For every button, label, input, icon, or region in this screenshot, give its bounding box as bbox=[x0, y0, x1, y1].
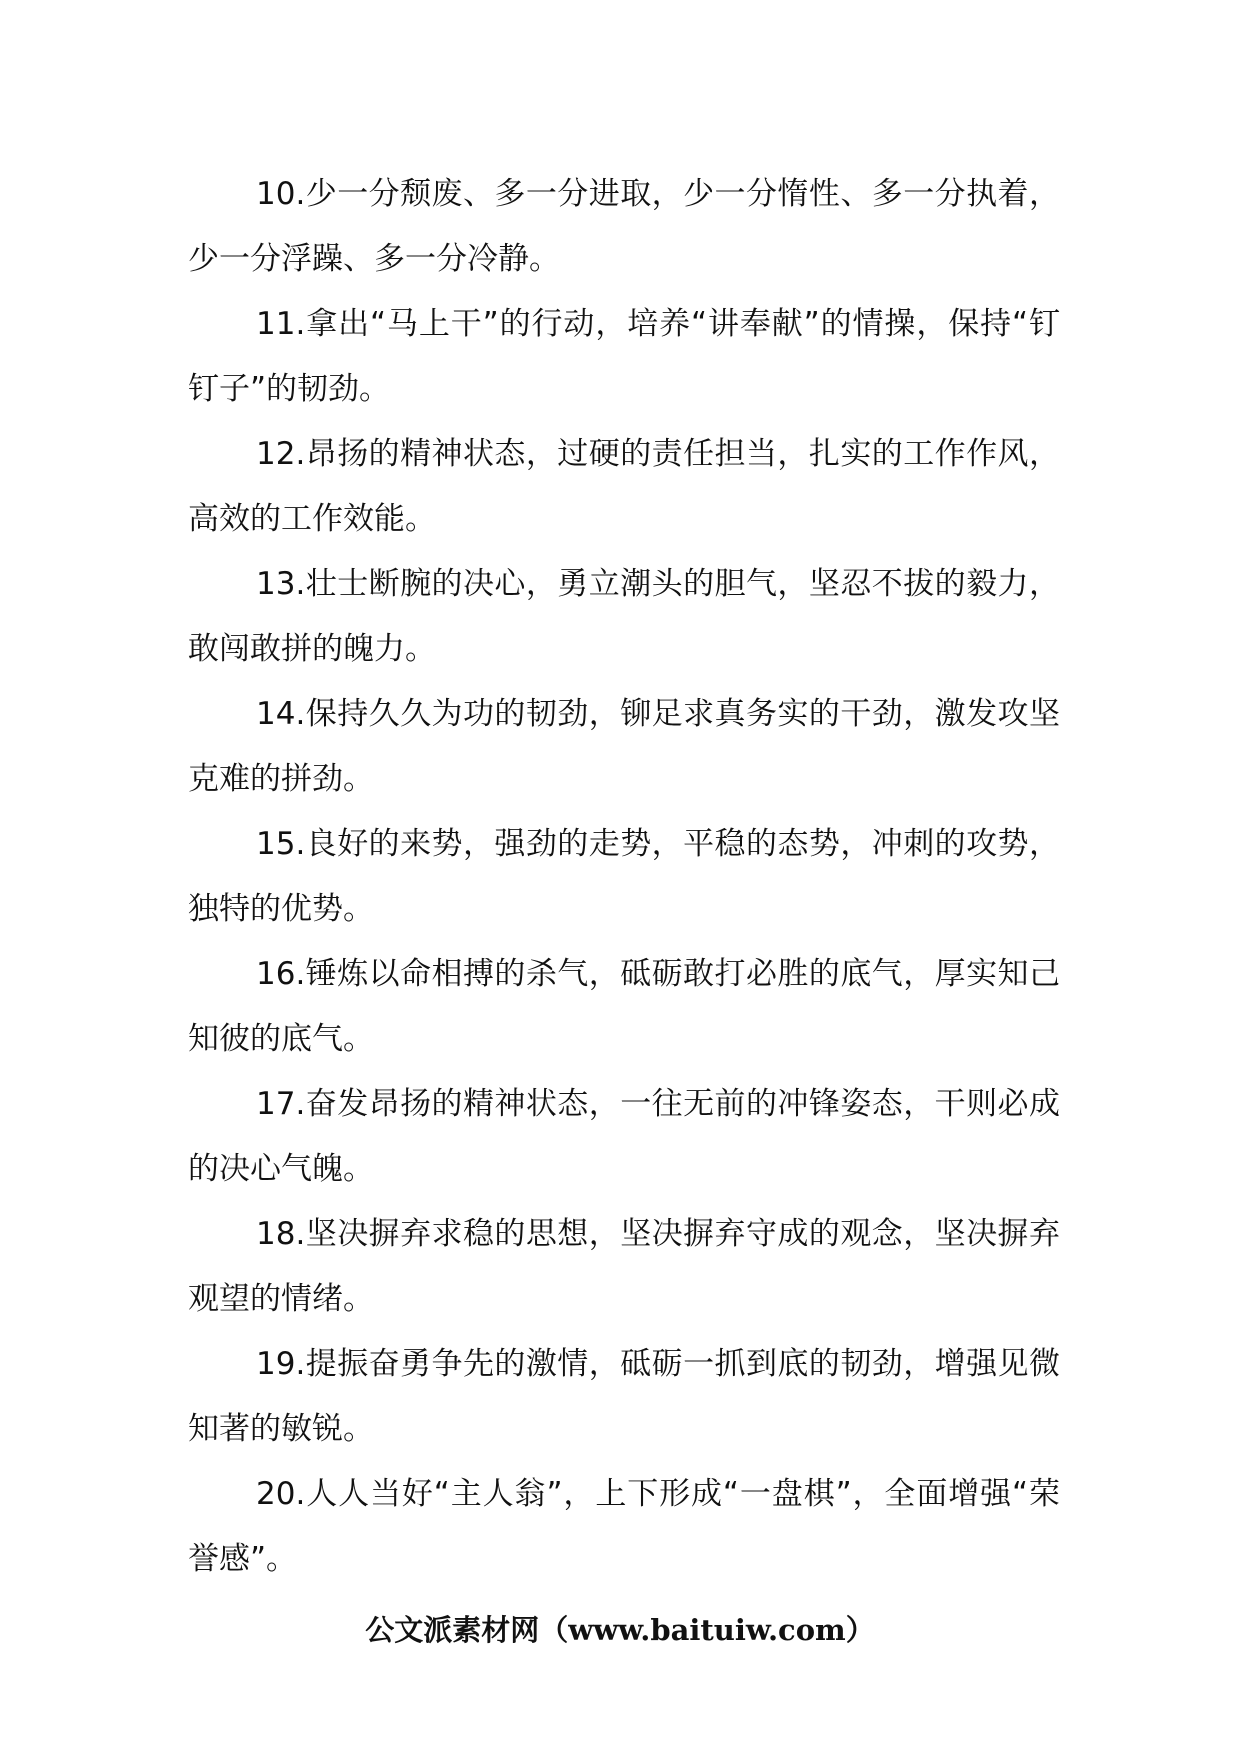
paragraph-item-12: 12.昂扬的精神状态，过硬的责任担当，扎实的工作作风，高效的工作效能。 bbox=[188, 436, 1060, 537]
paragraph-item-15: 15.良好的来势，强劲的走势，平稳的态势，冲刺的攻势，独特的优势。 bbox=[188, 826, 1060, 927]
paragraph-item-20: 20.人人当好“主人翁”，上下形成“一盘棋”，全面增强“荣誉感”。 bbox=[188, 1476, 1060, 1577]
paragraph-item-14: 14.保持久久为功的韧劲，铆足求真务实的干劲，激发攻坚克难的拼劲。 bbox=[188, 696, 1060, 797]
paragraph-item-17: 17.奋发昂扬的精神状态，一往无前的冲锋姿态，干则必成的决心气魄。 bbox=[188, 1086, 1060, 1187]
document-body bbox=[188, 162, 1060, 1592]
footer-source-text: 公文派素材网（www.baituiw.com） bbox=[365, 1613, 875, 1647]
paragraph-item-18: 18.坚决摒弃求稳的思想，坚决摒弃守成的观念，坚决摒弃观望的情绪。 bbox=[188, 1216, 1060, 1317]
paragraph-item-13: 13.壮士断腕的决心，勇立潮头的胆气，坚忍不拔的毅力，敢闯敢拼的魄力。 bbox=[188, 566, 1060, 667]
paragraph-item-11: 11.拿出“马上干”的行动，培养“讲奉献”的情操，保持“钉钉子”的韧劲。 bbox=[188, 306, 1060, 407]
paragraph-item-19: 19.提振奋勇争先的激情，砥砺一抓到底的韧劲，增强见微知著的敏锐。 bbox=[188, 1346, 1060, 1447]
paragraph-item-16: 16.锤炼以命相搏的杀气，砥砺敢打必胜的底气，厚实知己知彼的底气。 bbox=[188, 956, 1060, 1057]
paragraph-item-10: 10.少一分颓废、多一分进取，少一分惰性、多一分执着，少一分浮躁、多一分冷静。 bbox=[188, 176, 1060, 277]
